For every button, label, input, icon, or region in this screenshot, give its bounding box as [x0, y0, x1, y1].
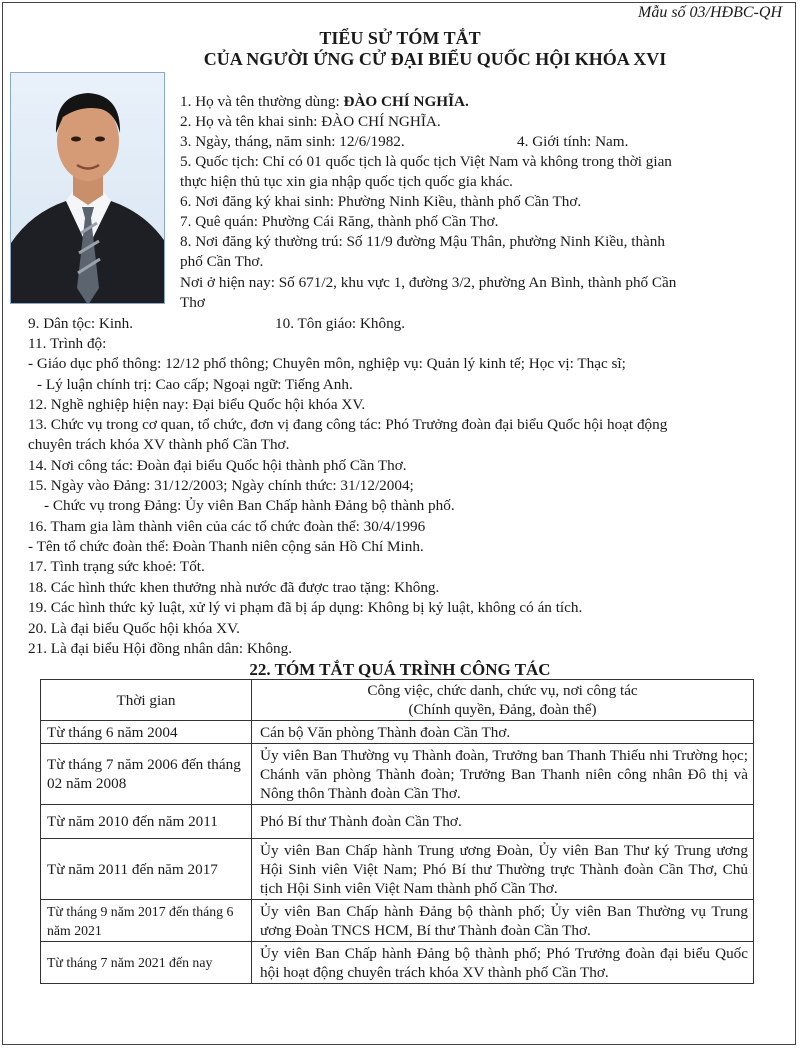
field-education: 11. Trình độ: — [28, 335, 107, 352]
document-title: TIỂU SỬ TÓM TẮT — [319, 28, 481, 48]
field-gender: 4. Giới tính: Nam. — [517, 133, 629, 150]
field-na-delegate: 20. Là đại biểu Quốc hội khóa XV. — [28, 620, 240, 637]
field-permanent-address-cont: phố Cần Thơ. — [180, 253, 264, 270]
row-time: Từ tháng 7 năm 2006 đến tháng 02 năm 2008 — [41, 744, 252, 805]
row-time: Từ năm 2010 đến năm 2011 — [41, 805, 252, 839]
table-row — [41, 721, 754, 744]
field-organization-name: - Tên tổ chức đoàn thể: Đoàn Thanh niên cộng sản Hồ Chí Minh. — [28, 538, 424, 555]
field-discipline: 19. Các hình thức kỷ luật, xử lý vi phạm đã bị áp dụng: Không bị kỷ luật, không có án tích. — [28, 599, 583, 616]
field-permanent-address: 8. Nơi đăng ký thường trú: Số 11/9 đường Mậu Thân, phường Ninh Kiều, thành — [180, 233, 665, 250]
row-description: Ủy viên Ban Chấp hành Trung ương Đoàn, Ủy viên Ban Thư ký Trung ương Hội Sinh viên Việt Nam; Phó Bí thư Thường trực Thành đoàn Cần Thơ, Chủ tịch Hội Sinh viên Việt Nam thành phố Cần Thơ. — [252, 839, 754, 900]
row-description: Ủy viên Ban Chấp hành Đảng bộ thành phố; Ủy viên Ban Thường vụ Trung ương Đoàn TNCS HCM, Bí thư Thành đoàn Cần Thơ. — [252, 900, 754, 942]
header-description — [252, 680, 754, 721]
field-birth-place: 6. Nơi đăng ký khai sinh: Phường Ninh Kiều, thành phố Cần Thơ. — [180, 193, 582, 210]
row-time: Từ tháng 7 năm 2021 đến nay — [41, 942, 252, 984]
field-health: 17. Tình trạng sức khoẻ: Tốt. — [28, 558, 205, 575]
field-position: 13. Chức vụ trong cơ quan, tổ chức, đơn vị đang công tác: Phó Trưởng đoàn đại biểu Quốc hội hoạt động — [28, 416, 668, 433]
form-code: Mẫu số 03/HĐBC-QH — [638, 4, 782, 21]
field-current-address-cont: Thơ — [180, 294, 205, 311]
field-current-address: Nơi ở hiện nay: Số 671/2, khu vực 1, đường 3/2, phường An Bình, thành phố Cần — [180, 274, 677, 291]
work-history-table — [40, 679, 754, 984]
table-row — [41, 900, 754, 942]
field-birth-name: 2. Họ và tên khai sinh: ĐÀO CHÍ NGHĨA. — [180, 113, 441, 130]
field-religion: 10. Tôn giáo: Không. — [275, 315, 406, 332]
row-description: Phó Bí thư Thành đoàn Cần Thơ. — [252, 805, 754, 839]
header-time: Thời gian — [41, 680, 252, 721]
field-common-name: 1. Họ và tên thường dùng: ĐÀO CHÍ NGHĨA. — [180, 93, 469, 110]
table-header-row — [41, 680, 754, 721]
work-history-title: 22. TÓM TẮT QUÁ TRÌNH CÔNG TÁC — [249, 660, 551, 679]
field-workplace: 14. Nơi công tác: Đoàn đại biểu Quốc hội thành phố Cần Thơ. — [28, 457, 407, 474]
field-nationality-cont: thực hiện thủ tục xin gia nhập quốc tịch quốc gia khác. — [180, 173, 513, 190]
table-row — [41, 839, 754, 900]
field-occupation: 12. Nghề nghiệp hiện nay: Đại biểu Quốc hội khóa XV. — [28, 396, 366, 413]
table-row — [41, 942, 754, 984]
field-hometown: 7. Quê quán: Phường Cái Răng, thành phố Cần Thơ. — [180, 213, 499, 230]
field-party-position: - Chức vụ trong Đảng: Ủy viên Ban Chấp hành Đảng bộ thành phố. — [44, 497, 455, 514]
table-row — [41, 805, 754, 839]
field-party-dates: 15. Ngày vào Đảng: 31/12/2003; Ngày chính thức: 31/12/2004; — [28, 477, 414, 494]
header-description-line2: (Chính quyền, Đảng, đoàn thể) — [408, 701, 597, 718]
field-education-political: - Lý luận chính trị: Cao cấp; Ngoại ngữ: Tiếng Anh. — [37, 376, 353, 393]
row-description: Ủy viên Ban Chấp hành Đảng bộ thành phố; Phó Trưởng đoàn đại biểu Quốc hội hoạt động chuyên trách khóa XV thành phố Cần Thơ. — [252, 942, 754, 984]
row-description: Ủy viên Ban Thường vụ Thành đoàn, Trưởng ban Thanh Thiếu nhi Trường học; Chánh văn phòng Thành đoàn; Trưởng Ban Thanh niên công nhân Đô thị và Nông thôn Thành đoàn Cần Thơ. — [252, 744, 754, 805]
document-subtitle: CỦA NGƯỜI ỨNG CỬ ĐẠI BIỂU QUỐC HỘI KHÓA XVI — [203, 49, 667, 69]
field-awards: 18. Các hình thức khen thưởng nhà nước đã được trao tặng: Không. — [28, 579, 440, 596]
candidate-photo — [10, 72, 165, 304]
field-birth-date: 3. Ngày, tháng, năm sinh: 12/6/1982. — [180, 133, 405, 150]
row-time: Từ năm 2011 đến năm 2017 — [41, 839, 252, 900]
candidate-name: ĐÀO CHÍ NGHĨA. — [343, 93, 469, 110]
row-time: Từ tháng 6 năm 2004 — [41, 721, 252, 744]
row-description: Cán bộ Văn phòng Thành đoàn Cần Thơ. — [252, 721, 754, 744]
field-ethnicity: 9. Dân tộc: Kinh. — [28, 315, 134, 332]
field-organization-date: 16. Tham gia làm thành viên của các tổ chức đoàn thể: 30/4/1996 — [28, 518, 426, 535]
field-council-delegate: 21. Là đại biểu Hội đồng nhân dân: Không. — [28, 640, 293, 657]
field-nationality: 5. Quốc tịch: Chỉ có 01 quốc tịch là quốc tịch Việt Nam và không trong thời gian — [180, 153, 672, 170]
table-row — [41, 744, 754, 805]
field-education-general: - Giáo dục phổ thông: 12/12 phổ thông; Chuyên môn, nghiệp vụ: Quản lý kinh tế; Học vị: Thạc sĩ; — [28, 355, 626, 372]
row-time: Từ tháng 9 năm 2017 đến tháng 6 năm 2021 — [41, 900, 252, 942]
field-position-cont: chuyên trách khóa XV thành phố Cần Thơ. — [28, 436, 290, 453]
header-description-line1: Công việc, chức danh, chức vụ, nơi công tác — [367, 682, 638, 699]
